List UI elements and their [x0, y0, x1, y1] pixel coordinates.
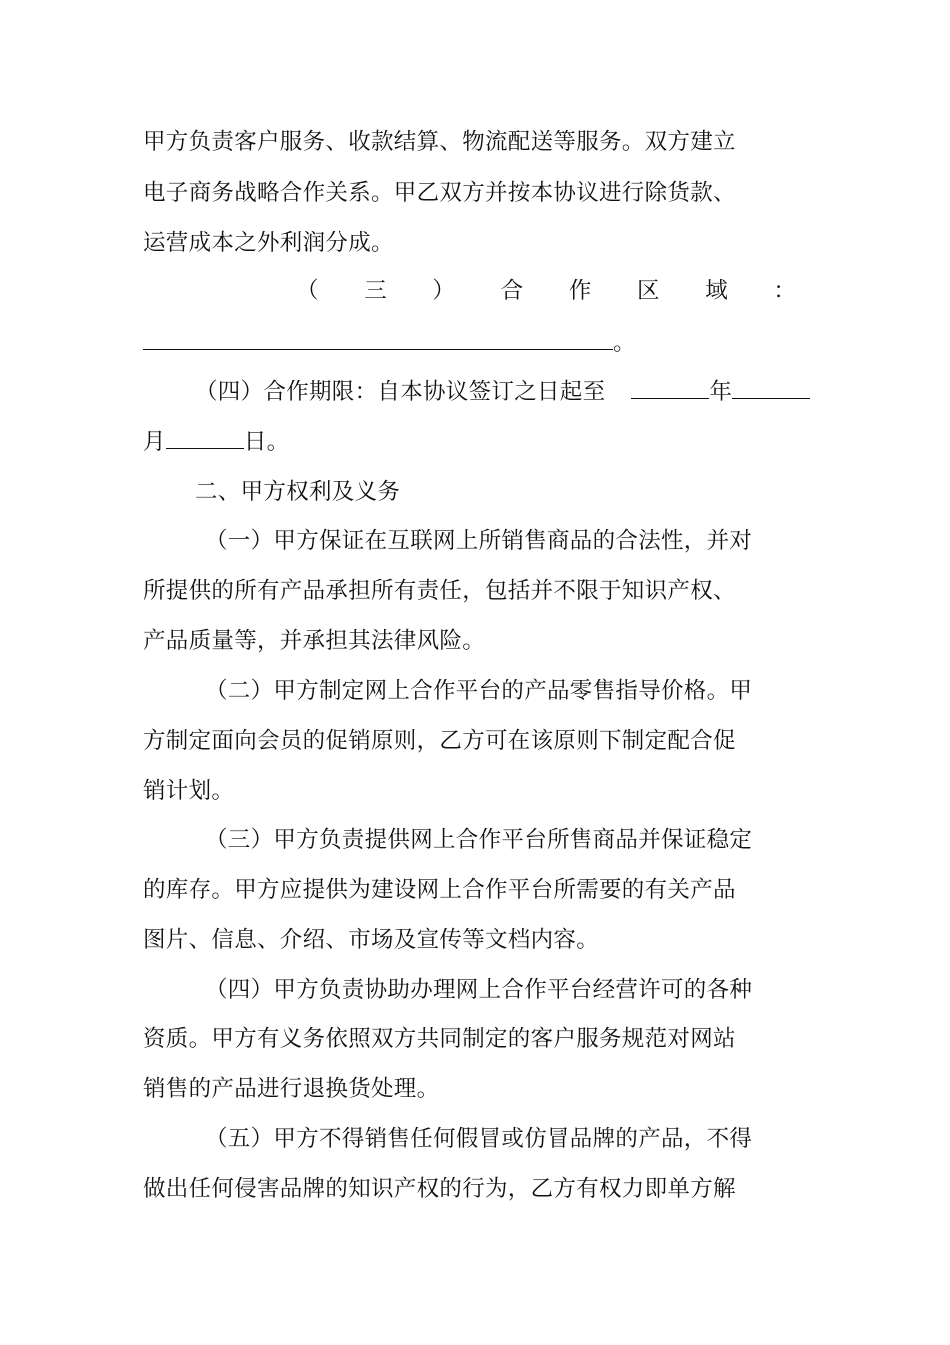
paragraph-line: （四）甲方负责协助办理网上合作平台经营许可的各种	[205, 977, 753, 1003]
paragraph-line: 图片、信息、介绍、市场及宣传等文档内容。	[143, 927, 600, 953]
day-blank	[166, 428, 244, 449]
paragraph-line: 所提供的所有产品承担所有责任，包括并不限于知识产权、	[143, 578, 736, 604]
year-blank	[631, 378, 709, 399]
blank-underline	[143, 329, 613, 350]
paragraph-line: 产品质量等，并承担其法律风险。	[143, 628, 486, 654]
paragraph-line: （二）甲方制定网上合作平台的产品零售指导价格。甲	[205, 678, 753, 704]
paragraph-line: 方制定面向会员的促销原则，乙方可在该原则下制定配合促	[143, 728, 736, 754]
paragraph-line: 资质。甲方有义务依照双方共同制定的客户服务规范对网站	[143, 1026, 736, 1052]
paragraph-line: 销售的产品进行退换货处理。	[143, 1076, 440, 1102]
cooperation-period-line-2: 月 日。	[143, 429, 290, 455]
cooperation-period-line: （四）合作期限：自本协议签订之日起至 年	[195, 377, 810, 407]
paragraph-line: 销计划。	[143, 778, 235, 804]
text-line: 运营成本之外利润分成。	[143, 230, 394, 256]
section-heading: 二、甲方权利及义务	[195, 479, 401, 505]
paragraph-line: （三）甲方负责提供网上合作平台所售商品并保证稳定	[205, 827, 753, 853]
section-3-heading: （ 三 ） 合 作 区 域 ：	[296, 278, 796, 304]
text-line: 电子商务战略合作关系。甲乙双方并按本协议进行除货款、	[143, 180, 736, 206]
month-blank	[732, 378, 810, 399]
paragraph-line: （五）甲方不得销售任何假冒或仿冒品牌的产品，不得	[205, 1126, 753, 1152]
paragraph-line: 的库存。甲方应提供为建设网上合作平台所需要的有关产品	[143, 877, 736, 903]
paragraph-line: 做出任何侵害品牌的知识产权的行为，乙方有权力即单方解	[143, 1176, 736, 1202]
cooperation-area-blank: 。	[143, 328, 636, 358]
paragraph-line: （一）甲方保证在互联网上所销售商品的合法性，并对	[205, 528, 753, 554]
text-line: 甲方负责客户服务、收款结算、物流配送等服务。双方建立	[143, 129, 736, 155]
